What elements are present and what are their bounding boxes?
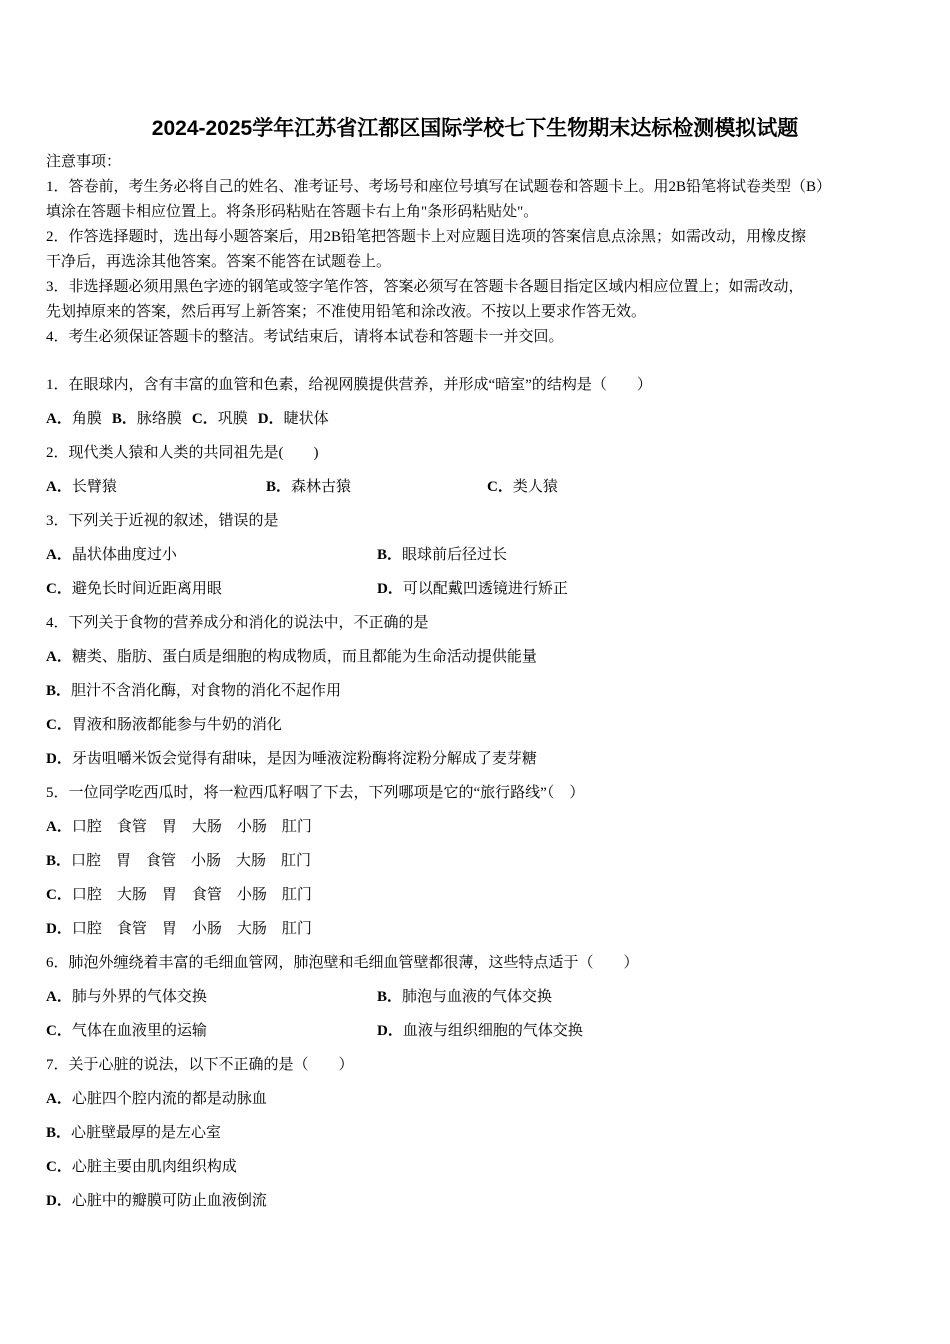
option-label: C． xyxy=(46,1023,72,1039)
option-text: 心脏主要由肌肉组织构成 xyxy=(71,1159,237,1175)
option-text: 角膜 xyxy=(71,411,102,427)
option-c xyxy=(46,576,222,602)
notes-line: 4．考生必须保证答题卡的整洁。考试结束后，请将本试卷和答题卡一并交回。 xyxy=(46,329,564,345)
option-label: C． xyxy=(487,479,513,495)
option-c xyxy=(192,411,248,427)
option-text: 肺泡与血液的气体交换 xyxy=(402,989,553,1005)
options-row xyxy=(46,1120,906,1154)
notes-lines xyxy=(46,175,906,350)
option-text: 森林古猿 xyxy=(291,479,352,495)
question-stem: 1．在眼球内，含有丰富的血管和色素，给视网膜提供营养，并形成“暗室”的结构是（ ） xyxy=(46,377,652,393)
option-label: D． xyxy=(257,411,284,427)
option-label: A． xyxy=(46,411,72,427)
options-row xyxy=(46,882,906,916)
option-text: 糖类、脂肪、蛋白质是细胞的构成物质，而且都能为生命活动提供能量 xyxy=(71,649,537,665)
options-row xyxy=(46,644,906,678)
option-label: C． xyxy=(46,581,72,597)
option-label: A． xyxy=(46,479,72,495)
notes-line: 填涂在答题卡相应位置上。将条形码粘贴在答题卡右上角"条形码粘贴处"。 xyxy=(46,204,539,220)
option-text: 口腔 食管 胃 小肠 大肠 肛门 xyxy=(71,921,312,937)
options-row xyxy=(46,576,906,610)
question-stem: 7．关于心脏的说法，以下不正确的是（ ） xyxy=(46,1057,354,1073)
option-label: A． xyxy=(46,649,72,665)
option-a xyxy=(46,649,537,665)
option-d xyxy=(46,921,312,937)
option-text: 胃液和肠液都能参与牛奶的消化 xyxy=(71,717,282,733)
questions-list xyxy=(46,372,906,1222)
option-label: A． xyxy=(46,547,72,563)
option-text: 气体在血液里的运输 xyxy=(71,1023,207,1039)
notes-line: 3．非选择题必须用黑色字迹的钢笔或签字笔作答，答案必须写在答题卡各题目指定区域内相应位置上；如需改动， xyxy=(46,279,804,295)
option-c xyxy=(46,1018,207,1044)
options-row xyxy=(46,916,906,950)
option-c xyxy=(46,1159,237,1175)
option-label: D． xyxy=(46,1193,72,1209)
options-row xyxy=(46,542,906,576)
option-text: 避免长时间近距离用眼 xyxy=(71,581,222,597)
option-text: 口腔 食管 胃 大肠 小肠 肛门 xyxy=(71,819,312,835)
option-label: B． xyxy=(46,683,72,699)
option-label: B． xyxy=(46,853,72,869)
option-d xyxy=(258,411,329,427)
option-a xyxy=(46,984,207,1010)
option-b xyxy=(112,411,182,427)
notes-line: 2．作答选择题时，选出每小题答案后，用2B铅笔把答题卡上对应题目选项的答案信息点涂黑；如需改动，用橡皮擦 xyxy=(46,229,807,245)
option-text: 晶状体曲度过小 xyxy=(71,547,177,563)
option-d xyxy=(377,1018,583,1044)
question-stem: 6．肺泡外缠绕着丰富的毛细血管网，肺泡壁和毛细血管壁都很薄，这些特点适于（ ） xyxy=(46,955,639,971)
options-row xyxy=(46,712,906,746)
option-label: C． xyxy=(46,887,72,903)
option-label: B． xyxy=(111,411,137,427)
option-label: C． xyxy=(46,1159,72,1175)
option-c xyxy=(487,474,558,500)
option-text: 牙齿咀嚼米饭会觉得有甜味，是因为唾液淀粉酶将淀粉分解成了麦芽糖 xyxy=(71,751,537,767)
option-label: D． xyxy=(377,1023,403,1039)
option-label: B． xyxy=(377,547,403,563)
question-stem: 3．下列关于近视的叙述，错误的是 xyxy=(46,513,279,529)
option-a xyxy=(46,542,177,568)
option-text: 心脏壁最厚的是左心室 xyxy=(71,1125,222,1141)
option-c xyxy=(46,717,282,733)
option-d xyxy=(46,751,537,767)
option-a xyxy=(46,411,102,427)
notes-line: 先划掉原来的答案，然后再写上新答案；不准使用铅笔和涂改液。不按以上要求作答无效。 xyxy=(46,304,647,320)
option-b xyxy=(377,984,552,1010)
option-label: D． xyxy=(377,581,403,597)
option-text: 巩膜 xyxy=(217,411,248,427)
options-row xyxy=(46,1086,906,1120)
question-stem: 2．现代类人猿和人类的共同祖先是( ) xyxy=(46,445,319,461)
option-text: 肺与外界的气体交换 xyxy=(71,989,207,1005)
option-label: A． xyxy=(46,819,72,835)
option-label: A． xyxy=(46,989,72,1005)
question-stem: 5．一位同学吃西瓜时，将一粒西瓜籽咽了下去，下列哪项是它的“旅行路线”（ ） xyxy=(46,785,585,801)
option-text: 眼球前后径过长 xyxy=(402,547,508,563)
options-row xyxy=(46,1018,906,1052)
option-label: C． xyxy=(46,717,72,733)
notes-heading: 注意事项： xyxy=(46,154,122,170)
options-row xyxy=(46,1188,906,1222)
notes-line: 1．答卷前，考生务必将自己的姓名、准考证号、考场号和座位号填写在试题卷和答题卡上。用2B铅笔将试卷类型（B） xyxy=(46,179,832,195)
option-text: 胆汁不含消化酶，对食物的消化不起作用 xyxy=(71,683,342,699)
option-label: B． xyxy=(266,479,292,495)
option-a xyxy=(46,474,117,500)
options-row xyxy=(46,474,906,508)
options-row xyxy=(46,1154,906,1188)
option-text: 可以配戴凹透镜进行矫正 xyxy=(402,581,568,597)
options-row xyxy=(46,984,906,1018)
option-label: B． xyxy=(46,1125,72,1141)
option-a xyxy=(46,1091,267,1107)
options-row xyxy=(46,814,906,848)
option-text: 心脏四个腔内流的都是动脉血 xyxy=(71,1091,267,1107)
page-title: 2024-2025学年江苏省江都区国际学校七下生物期末达标检测模拟试题 xyxy=(151,117,799,140)
option-d xyxy=(46,1193,267,1209)
option-b xyxy=(266,474,351,500)
option-text: 脉络膜 xyxy=(136,411,182,427)
option-a xyxy=(46,819,312,835)
option-b xyxy=(46,853,311,869)
option-c xyxy=(46,887,312,903)
option-b xyxy=(377,542,507,568)
option-b xyxy=(46,1125,221,1141)
option-label: A． xyxy=(46,1091,72,1107)
options-row xyxy=(46,406,906,440)
option-text: 口腔 大肠 胃 食管 小肠 肛门 xyxy=(71,887,312,903)
option-text: 心脏中的瓣膜可防止血液倒流 xyxy=(71,1193,267,1209)
option-label: B． xyxy=(377,989,403,1005)
option-text: 长臂猿 xyxy=(71,479,117,495)
options-row xyxy=(46,848,906,882)
notes-line: 干净后，再选涂其他答案。答案不能答在试题卷上。 xyxy=(46,254,392,270)
option-text: 口腔 胃 食管 小肠 大肠 肛门 xyxy=(71,853,312,869)
option-label: D． xyxy=(46,751,72,767)
option-d xyxy=(377,576,568,602)
option-text: 血液与组织细胞的气体交换 xyxy=(402,1023,583,1039)
option-b xyxy=(46,683,341,699)
question-stem: 4．下列关于食物的营养成分和消化的说法中，不正确的是 xyxy=(46,615,429,631)
option-label: D． xyxy=(46,921,72,937)
option-text: 类人猿 xyxy=(512,479,558,495)
option-text: 睫状体 xyxy=(283,411,329,427)
options-row xyxy=(46,678,906,712)
option-label: C． xyxy=(191,411,218,427)
options-row xyxy=(46,746,906,780)
notes-section xyxy=(46,150,906,350)
